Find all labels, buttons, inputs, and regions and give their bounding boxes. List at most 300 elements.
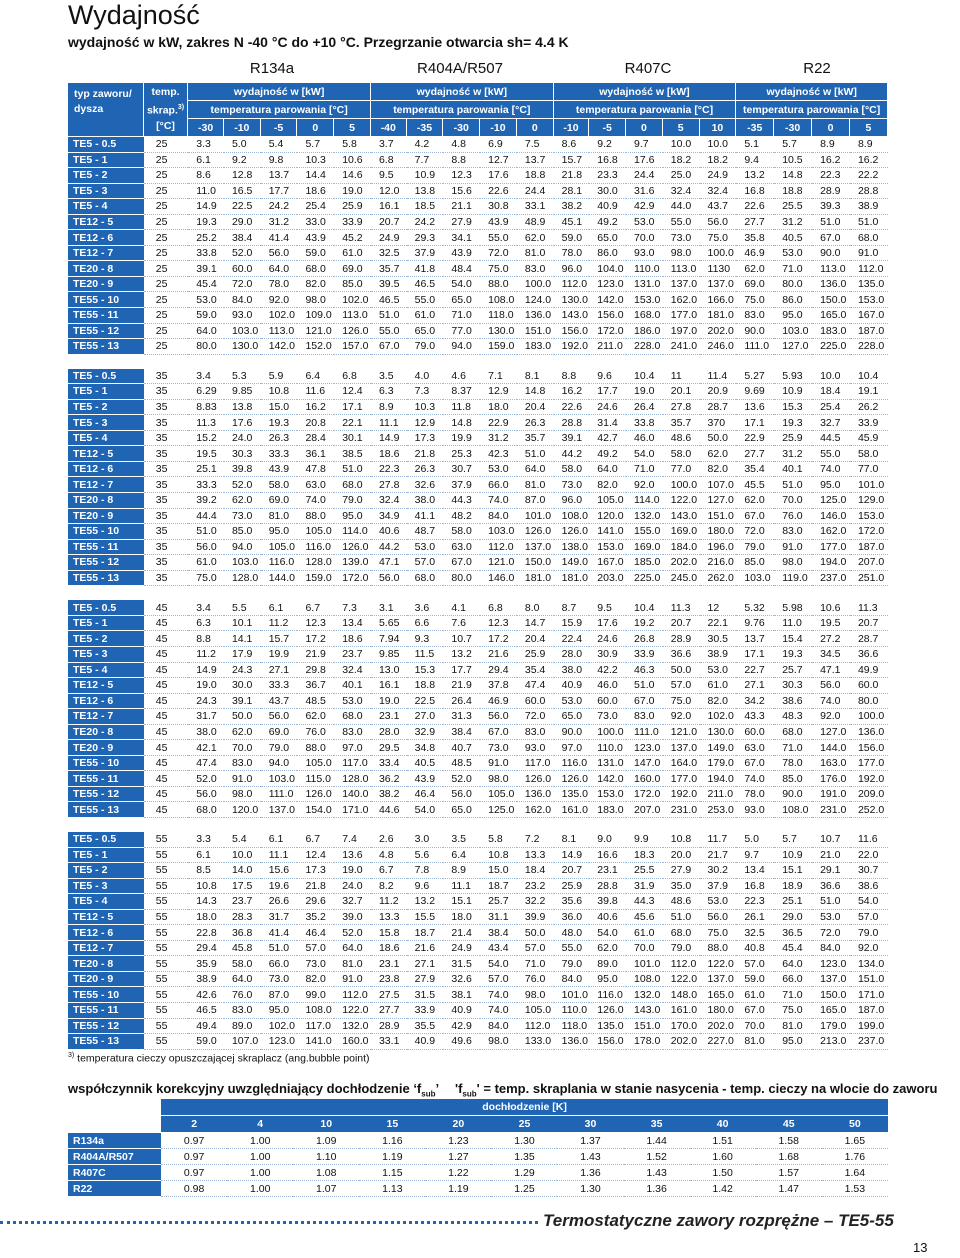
- capacity-value: 5.32: [736, 600, 774, 616]
- table-row: [68, 771, 888, 787]
- correction-value: 1.25: [491, 1181, 557, 1197]
- capacity-value: 28.8: [850, 184, 888, 200]
- capacity-value: 18.3: [626, 848, 663, 864]
- capacity-value: 84.0: [224, 292, 261, 308]
- capacity-value: 167.0: [850, 308, 888, 324]
- capacity-value: 82.0: [589, 477, 626, 493]
- capacity-value: 5.8: [480, 832, 517, 848]
- capacity-value: 38.5: [334, 446, 371, 462]
- capacity-value: 112.0: [517, 1019, 554, 1035]
- capacity-value: 27.5: [371, 987, 407, 1003]
- capacity-value: 62.0: [589, 941, 626, 957]
- capacity-value: 35.7: [517, 431, 554, 447]
- capacity-value: 241.0: [663, 339, 700, 355]
- capacity-value: 69.0: [334, 261, 371, 277]
- valve-type: TE5 - 1: [68, 153, 144, 169]
- capacity-value: 59.0: [297, 246, 334, 262]
- capacity-value: 19.0: [188, 678, 224, 694]
- capacity-value: 78.0: [261, 277, 298, 293]
- capacity-value: 95.0: [774, 1034, 812, 1050]
- correction-value: 1.07: [293, 1181, 359, 1197]
- capacity-value: 19.0: [626, 384, 663, 400]
- capacity-value: 156.0: [589, 1034, 626, 1050]
- capacity-value: 9.2: [589, 137, 626, 153]
- capacity-value: 50.0: [517, 925, 554, 941]
- capacity-value: 262.0: [700, 571, 737, 587]
- capacity-value: 17.7: [589, 384, 626, 400]
- capacity-value: 46.0: [626, 431, 663, 447]
- capacity-value: 13.4: [334, 616, 371, 632]
- capacity-value: 76.0: [774, 509, 812, 525]
- capacity-value: 35.4: [517, 663, 554, 679]
- capacity-value: 16.2: [812, 153, 850, 169]
- capacity-value: 167.0: [589, 555, 626, 571]
- capacity-value: 95.0: [261, 524, 298, 540]
- capacity-value: 27.2: [812, 631, 850, 647]
- capacity-value: 109.0: [297, 308, 334, 324]
- capacity-value: 81.0: [736, 1034, 774, 1050]
- table-row: [68, 616, 888, 632]
- capacity-value: 36.2: [371, 771, 407, 787]
- capacity-value: 63.0: [297, 477, 334, 493]
- capacity-value: 172.0: [589, 324, 626, 340]
- capacity-value: 22.5: [407, 694, 444, 710]
- capacity-value: 3.4: [188, 369, 224, 385]
- capacity-value: 41.1: [407, 509, 444, 525]
- capacity-value: 94.0: [443, 339, 480, 355]
- cond-temp-label: temp. skrap.: [146, 86, 180, 117]
- capacity-value: 5.1: [736, 137, 774, 153]
- capacity-value: 57.0: [297, 941, 334, 957]
- valve-type: TE5 - 0.5: [68, 600, 144, 616]
- capacity-value: 117.0: [334, 756, 371, 772]
- evap-temp-header: -5: [589, 119, 626, 137]
- capacity-value: 27.8: [371, 477, 407, 493]
- capacity-value: 48.6: [663, 431, 700, 447]
- condensing-temp: 35: [144, 571, 189, 587]
- condensing-temp: 55: [144, 863, 189, 879]
- condensing-temp: 55: [144, 879, 189, 895]
- capacity-value: 91.0: [850, 246, 888, 262]
- capacity-value: 39.0: [334, 910, 371, 926]
- condensing-temp: 35: [144, 477, 189, 493]
- capacity-value: 142.0: [261, 339, 298, 355]
- capacity-value: 31.5: [443, 956, 480, 972]
- capacity-value: 32.7: [812, 415, 850, 431]
- valve-type: TE5 - 4: [68, 894, 144, 910]
- capacity-value: 91.0: [224, 771, 261, 787]
- capacity-value: 21.0: [812, 848, 850, 864]
- capacity-value: 3.6: [407, 600, 444, 616]
- capacity-value: 38.1: [443, 987, 480, 1003]
- capacity-value: 63.0: [443, 540, 480, 556]
- capacity-value: 12.3: [297, 616, 334, 632]
- capacity-value: 26.4: [443, 694, 480, 710]
- capacity-value: 39.8: [224, 462, 261, 478]
- condensing-temp: 25: [144, 199, 189, 215]
- capacity-value: 17.1: [334, 400, 371, 416]
- capacity-value: 20.7: [554, 863, 590, 879]
- capacity-value: 3.3: [188, 137, 224, 153]
- capacity-value: 21.1: [443, 199, 480, 215]
- capacity-value: 163.0: [812, 756, 850, 772]
- capacity-value: 104.0: [589, 261, 626, 277]
- capacity-value: 49.2: [589, 446, 626, 462]
- capacity-value: 122.0: [663, 493, 700, 509]
- capacity-value: 49.9: [850, 663, 888, 679]
- capacity-value: 21.8: [297, 879, 334, 895]
- capacity-value: 83.0: [224, 756, 261, 772]
- capacity-value: 13.0: [371, 663, 407, 679]
- capacity-value: 75.0: [774, 1003, 812, 1019]
- capacity-value: 22.3: [812, 168, 850, 184]
- capacity-value: 252.0: [850, 802, 888, 818]
- valve-type: TE12 - 7: [68, 709, 144, 725]
- capacity-value: 103.0: [736, 571, 774, 587]
- capacity-value: 180.0: [700, 1003, 737, 1019]
- capacity-value: 71.0: [517, 956, 554, 972]
- correction-row: [68, 1181, 888, 1197]
- subcooling-column: 4: [227, 1116, 293, 1133]
- condensing-temp: 55: [144, 894, 189, 910]
- condensing-temp: 25: [144, 292, 189, 308]
- capacity-value: 85.0: [774, 771, 812, 787]
- capacity-value: 80.0: [443, 571, 480, 587]
- capacity-value: 32.6: [443, 972, 480, 988]
- capacity-value: 78.0: [736, 787, 774, 803]
- correction-table-body: [68, 1133, 888, 1197]
- correction-value: 1.35: [491, 1149, 557, 1165]
- capacity-value: 85.0: [736, 555, 774, 571]
- table-row: [68, 740, 888, 756]
- capacity-value: 46.4: [297, 925, 334, 941]
- capacity-value: 108.0: [626, 972, 663, 988]
- refrigerant-r404a: R404A/R507: [417, 60, 503, 77]
- capacity-value: 56.0: [188, 787, 224, 803]
- capacity-value: 28.9: [812, 184, 850, 200]
- capacity-value: 6.1: [261, 832, 298, 848]
- capacity-value: 5.0: [224, 137, 261, 153]
- capacity-value: 6.29: [188, 384, 224, 400]
- table-row: [68, 462, 888, 478]
- capacity-value: 49.4: [188, 1019, 224, 1035]
- capacity-value: 33.0: [297, 215, 334, 231]
- capacity-value: 95.0: [589, 972, 626, 988]
- refrigerant-label: R134a: [68, 1133, 161, 1149]
- refrigerant-r134a: R134a: [249, 60, 295, 77]
- condensing-temp: 25: [144, 261, 189, 277]
- capacity-value: 9.7: [626, 137, 663, 153]
- capacity-value: 123.0: [626, 740, 663, 756]
- capacity-value: 111.0: [261, 787, 298, 803]
- capacity-value: 79.0: [261, 740, 298, 756]
- correction-value: 1.19: [359, 1149, 425, 1165]
- capacity-value: 72.0: [480, 246, 517, 262]
- correction-value: 0.97: [161, 1149, 227, 1165]
- capacity-value: 62.0: [224, 493, 261, 509]
- capacity-value: 117.0: [297, 1019, 334, 1035]
- capacity-value: 25.7: [480, 894, 517, 910]
- table-row: [68, 941, 888, 957]
- valve-type: TE55 - 13: [68, 339, 144, 355]
- capacity-value: 185.0: [626, 555, 663, 571]
- capacity-value: 18.6: [371, 941, 407, 957]
- capacity-value: 16.1: [371, 678, 407, 694]
- capacity-value: 20.1: [663, 384, 700, 400]
- capacity-value: 237.0: [812, 571, 850, 587]
- capacity-value: 48.7: [407, 524, 444, 540]
- capacity-value: 108.0: [297, 1003, 334, 1019]
- capacity-value: 24.9: [443, 941, 480, 957]
- valve-type: TE5 - 1: [68, 616, 144, 632]
- capacity-value: 36.5: [774, 925, 812, 941]
- capacity-value: 68.0: [334, 477, 371, 493]
- correction-value: 1.29: [491, 1165, 557, 1181]
- correction-value: 1.30: [491, 1133, 557, 1149]
- condensing-temp: 45: [144, 600, 189, 616]
- capacity-value: 92.0: [663, 709, 700, 725]
- condensing-temp: 45: [144, 647, 189, 663]
- capacity-value: 12.0: [371, 184, 407, 200]
- capacity-value: 6.7: [297, 832, 334, 848]
- table-row: [68, 215, 888, 231]
- capacity-value: 11.1: [261, 848, 298, 864]
- capacity-value: 128.0: [224, 571, 261, 587]
- capacity-value: 19.9: [443, 431, 480, 447]
- condensing-temp: 45: [144, 740, 189, 756]
- capacity-value: 38.2: [554, 199, 590, 215]
- valve-type: TE12 - 5: [68, 678, 144, 694]
- capacity-value: 83.0: [517, 261, 554, 277]
- correction-value: 1.42: [690, 1181, 756, 1197]
- capacity-value: 7.7: [407, 153, 444, 169]
- correction-row: [68, 1149, 888, 1165]
- capacity-value: 74.0: [812, 462, 850, 478]
- refrigerant-r407c: R407C: [624, 60, 672, 77]
- capacity-value: 153.0: [589, 787, 626, 803]
- capacity-value: 183.0: [517, 339, 554, 355]
- capacity-value: 50.0: [224, 709, 261, 725]
- capacity-value: 9.6: [589, 369, 626, 385]
- valve-type: TE5 - 2: [68, 168, 144, 184]
- capacity-value: 137.0: [812, 972, 850, 988]
- capacity-value: 119.0: [774, 571, 812, 587]
- capacity-value: 5.3: [224, 369, 261, 385]
- capacity-value: 7.1: [480, 369, 517, 385]
- capacity-value: 132.0: [626, 509, 663, 525]
- capacity-value: 113.0: [334, 308, 371, 324]
- capacity-value: 137.0: [517, 540, 554, 556]
- capacity-value: 75.0: [188, 571, 224, 587]
- capacity-value: 19.9: [261, 647, 298, 663]
- capacity-value: 84.0: [480, 509, 517, 525]
- capacity-value: 117.0: [517, 756, 554, 772]
- capacity-value: 172.0: [626, 787, 663, 803]
- valve-type: TE12 - 6: [68, 462, 144, 478]
- capacity-value: 43.9: [297, 230, 334, 246]
- capacity-value: 32.2: [517, 894, 554, 910]
- capacity-value: 38.4: [480, 925, 517, 941]
- capacity-value: 39.8: [589, 894, 626, 910]
- capacity-value: 187.0: [850, 324, 888, 340]
- capacity-value: 75.0: [700, 925, 737, 941]
- capacity-value: 55.0: [812, 446, 850, 462]
- capacity-value: 10.0: [700, 137, 737, 153]
- capacity-value: 25.4: [297, 199, 334, 215]
- capacity-value: 11.6: [297, 384, 334, 400]
- capacity-value: 96.0: [554, 261, 590, 277]
- capacity-value: 19.5: [812, 616, 850, 632]
- capacity-value: 29.0: [224, 215, 261, 231]
- capacity-value: 9.69: [736, 384, 774, 400]
- capacity-value: 8.9: [850, 137, 888, 153]
- capacity-value: 8.0: [517, 600, 554, 616]
- capacity-value: 13.7: [517, 153, 554, 169]
- capacity-value: 56.0: [261, 709, 298, 725]
- capacity-value: 42.9: [443, 1019, 480, 1035]
- capacity-value: 32.5: [736, 925, 774, 941]
- capacity-value: 6.6: [407, 616, 444, 632]
- capacity-value: 103.0: [774, 324, 812, 340]
- capacity-value: 191.0: [812, 787, 850, 803]
- capacity-value: 50.0: [700, 431, 737, 447]
- capacity-value: 40.5: [774, 230, 812, 246]
- capacity-value: 147.0: [626, 756, 663, 772]
- capacity-value: 12.8: [224, 168, 261, 184]
- capacity-value: 128.0: [297, 555, 334, 571]
- capacity-value: 112.0: [850, 261, 888, 277]
- correction-value: 1.10: [293, 1149, 359, 1165]
- capacity-value: 15.0: [480, 863, 517, 879]
- capacity-value: 43.4: [480, 941, 517, 957]
- capacity-value: 62.0: [517, 230, 554, 246]
- capacity-value: 51.0: [812, 894, 850, 910]
- valve-type: TE12 - 7: [68, 477, 144, 493]
- capacity-value: 71.0: [774, 261, 812, 277]
- capacity-value: 30.8: [480, 199, 517, 215]
- capacity-value: 121.0: [480, 555, 517, 571]
- capacity-value: 56.0: [371, 571, 407, 587]
- capacity-value: 161.0: [554, 802, 590, 818]
- capacity-value: 38.9: [700, 647, 737, 663]
- capacity-value: 36.0: [554, 910, 590, 926]
- evap-temp-header: 5: [334, 119, 371, 137]
- page-number: 13: [913, 1240, 928, 1255]
- capacity-value: 36.8: [224, 925, 261, 941]
- capacity-value: 192.0: [850, 771, 888, 787]
- capacity-value: 7.6: [443, 616, 480, 632]
- capacity-value: 13.3: [371, 910, 407, 926]
- correction-value: 1.00: [227, 1181, 293, 1197]
- capacity-value: 129.0: [850, 493, 888, 509]
- capacity-value: 108.0: [480, 292, 517, 308]
- footnote: [68, 1052, 370, 1065]
- capacity-value: 42.7: [589, 431, 626, 447]
- capacity-value: 10.3: [407, 400, 444, 416]
- capacity-value: 170.0: [663, 1019, 700, 1035]
- capacity-value: 14.9: [188, 199, 224, 215]
- condensing-temp: 25: [144, 324, 189, 340]
- valve-type: TE5 - 1: [68, 384, 144, 400]
- capacity-value: 15.2: [188, 431, 224, 447]
- capacity-value: 31.4: [589, 415, 626, 431]
- capacity-value: 15.4: [774, 631, 812, 647]
- table-row: [68, 292, 888, 308]
- capacity-value: 124.0: [517, 292, 554, 308]
- capacity-value: 74.0: [736, 771, 774, 787]
- subcooling-column: 15: [359, 1116, 425, 1133]
- capacity-value: 54.0: [589, 925, 626, 941]
- table-row: [68, 199, 888, 215]
- capacity-value: 30.0: [589, 184, 626, 200]
- capacity-value: 83.0: [774, 524, 812, 540]
- capacity-value: 114.0: [334, 524, 371, 540]
- capacity-value: 73.0: [589, 709, 626, 725]
- capacity-value: 70.0: [626, 230, 663, 246]
- capacity-value: 9.6: [407, 879, 444, 895]
- capacity-value: 5.27: [736, 369, 774, 385]
- correction-value: 1.52: [624, 1149, 690, 1165]
- capacity-value: 61.0: [626, 925, 663, 941]
- correction-corner: [68, 1099, 161, 1116]
- capacity-value: 128.0: [334, 771, 371, 787]
- capacity-header-r404a: wydajność w [kW]: [371, 83, 554, 101]
- capacity-value: 31.2: [261, 215, 298, 231]
- capacity-value: 5.7: [297, 137, 334, 153]
- table-row: [68, 725, 888, 741]
- capacity-value: 9.85: [371, 647, 407, 663]
- capacity-value: 150.0: [517, 555, 554, 571]
- capacity-value: 30.9: [589, 647, 626, 663]
- capacity-value: 46.9: [736, 246, 774, 262]
- valve-type: TE55 - 12: [68, 555, 144, 571]
- condensing-temp: 25: [144, 168, 189, 184]
- capacity-value: 79.0: [736, 540, 774, 556]
- capacity-value: 112.0: [334, 987, 371, 1003]
- capacity-value: 15.5: [407, 910, 444, 926]
- capacity-value: 22.3: [371, 462, 407, 478]
- capacity-value: 251.0: [850, 571, 888, 587]
- capacity-value: 51.0: [371, 308, 407, 324]
- capacity-value: 27.8: [663, 400, 700, 416]
- table-row: [68, 663, 888, 679]
- capacity-value: 101.0: [554, 987, 590, 1003]
- capacity-value: 5.7: [774, 137, 812, 153]
- capacity-value: 5.8: [334, 137, 371, 153]
- table-row: [68, 894, 888, 910]
- capacity-value: 156.0: [589, 308, 626, 324]
- capacity-value: 126.0: [589, 1003, 626, 1019]
- capacity-value: 29.4: [480, 663, 517, 679]
- capacity-value: 151.0: [517, 324, 554, 340]
- capacity-value: 44.3: [626, 894, 663, 910]
- capacity-value: 11.2: [371, 894, 407, 910]
- page-title: Wydajność: [68, 0, 200, 30]
- capacity-value: 177.0: [663, 771, 700, 787]
- capacity-value: 8.6: [188, 168, 224, 184]
- capacity-value: 44.0: [663, 199, 700, 215]
- capacity-value: 15.1: [443, 894, 480, 910]
- capacity-value: 177.0: [850, 756, 888, 772]
- capacity-value: 18.2: [663, 153, 700, 169]
- capacity-value: 68.0: [407, 571, 444, 587]
- capacity-value: 118.0: [480, 308, 517, 324]
- capacity-value: 83.0: [517, 725, 554, 741]
- capacity-value: 132.0: [334, 1019, 371, 1035]
- capacity-value: 16.8: [589, 153, 626, 169]
- capacity-value: 6.7: [297, 600, 334, 616]
- capacity-value: 20.7: [371, 215, 407, 231]
